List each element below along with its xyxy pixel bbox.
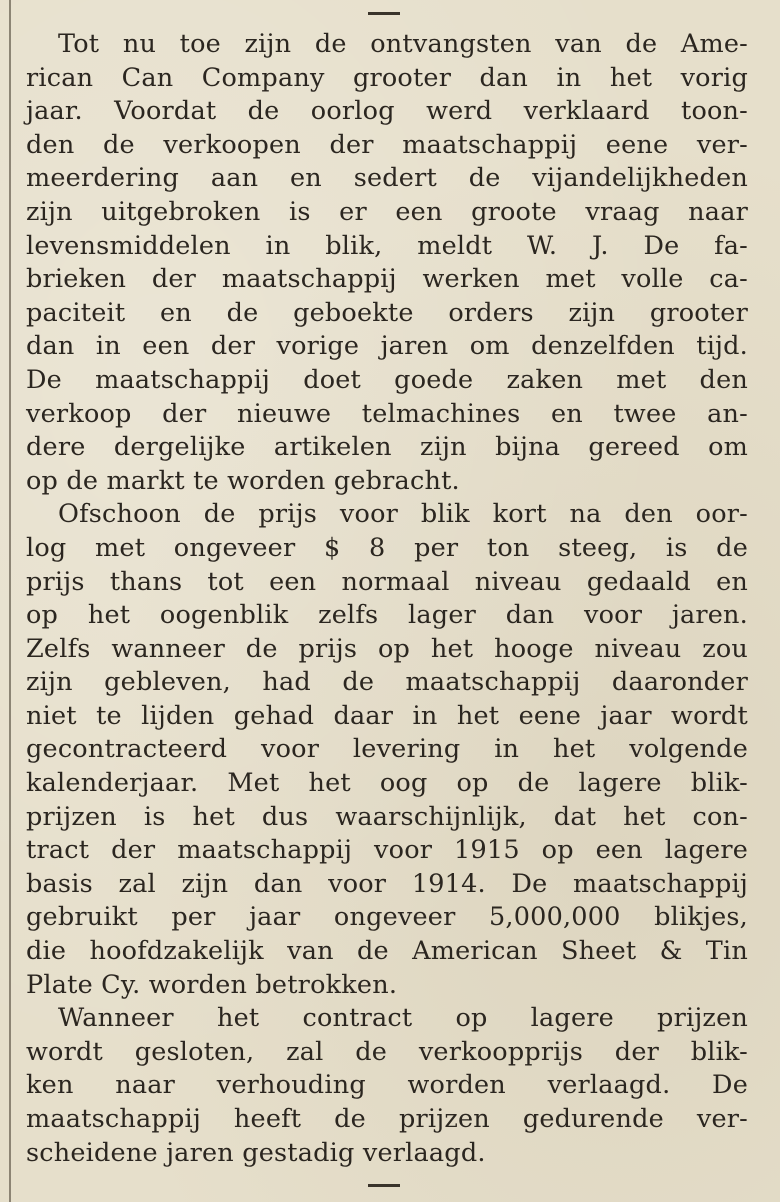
text-line: levensmiddelen in blik, meldt W. J. De fa- [26,230,748,261]
text-line: De maatschappij doet goede zaken met den [26,364,748,395]
paragraph-3 [26,1002,748,1170]
text-line: maatschappij heeft de prijzen gedurende ver- [26,1104,748,1134]
text-line: rican Can Company grooter dan in het vorig [26,62,748,93]
text-line: niet te lijden gehad daar in het eene jaar wordt [26,700,748,731]
text-line: op het oogenblik zelfs lager dan voor jaren. [26,600,748,631]
top-separator-rule [368,12,400,15]
text-line: verkoop der nieuwe telmachines en twee an- [26,398,748,429]
text-line: brieken der maatschappij werken met volle ca- [26,264,748,295]
text-line: jaar. Voordat de oorlog werd verklaard toon- [26,96,748,127]
text-line: Wanneer het contract op lagere prijzen [58,1003,748,1034]
text-line: prijs thans tot een normaal niveau gedaald en [26,566,748,597]
paragraph-2 [26,498,748,1002]
column-rule [9,0,11,1202]
text-line: zijn gebleven, had de maatschappij daaronder [26,667,748,698]
text-line: paciteit en de geboekte orders zijn grooter [26,297,748,328]
text-line: ken naar verhouding worden verlaagd. De [26,1070,748,1101]
text-line: basis zal zijn dan voor 1914. De maatschappij [26,868,748,899]
paragraph-1 [26,28,748,498]
article-body [26,28,748,1170]
text-line: log met ongeveer $ 8 per ton steeg, is de [26,532,748,563]
text-line: Tot nu toe zijn de ontvangsten van de Ame- [58,29,748,59]
text-line: Plate Cy. worden betrokken. [26,969,398,1000]
text-line: den de verkoopen der maatschappij eene ver- [26,129,748,160]
text-line: gecontracteerd voor levering in het volgende [26,734,748,765]
text-line: Zelfs wanneer de prijs op het hooge niveau zou [26,633,748,664]
text-line: meerdering aan en sedert de vijandelijkheden [26,163,748,194]
text-line: dan in een der vorige jaren om denzelfden tijd. [26,331,748,362]
text-line: tract der maatschappij voor 1915 op een lagere [26,835,748,866]
text-line: gebruikt per jaar ongeveer 5,000,000 blikjes, [26,902,748,933]
text-line: op de markt te worden gebracht. [26,465,460,496]
bottom-separator-rule [368,1184,400,1187]
text-line: zijn uitgebroken is er een groote vraag naar [26,196,748,227]
text-line: scheidene jaren gestadig verlaagd. [26,1137,486,1168]
text-line: kalenderjaar. Met het oog op de lagere blik- [26,768,748,799]
text-line: die hoofdzakelijk van de American Sheet & Tin [26,936,748,967]
text-line: Ofschoon de prijs voor blik kort na den oor- [58,499,748,530]
text-line: wordt gesloten, zal de verkoopprijs der blik- [26,1036,748,1067]
text-line: prijzen is het dus waarschijnlijk, dat het con- [26,801,748,832]
text-line: dere dergelijke artikelen zijn bijna gereed om [26,432,748,463]
